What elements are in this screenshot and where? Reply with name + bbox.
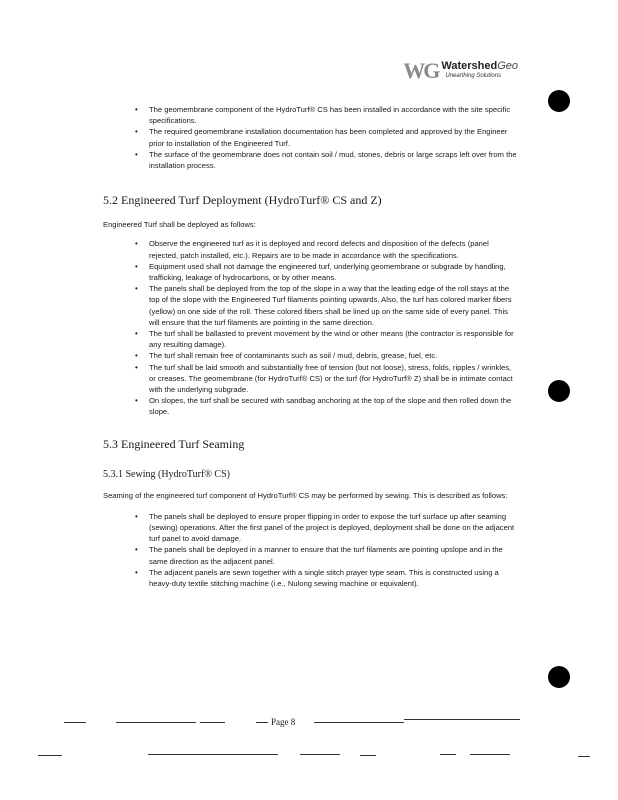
section-5-2-bullet-list	[130, 238, 518, 417]
footer-rule	[200, 722, 225, 723]
list-item: • The surface of the geomembrane does not contain soil / mud, stones, debris or large scraps left over from the installation process.	[130, 149, 518, 171]
logo-name-suffix: Geo	[497, 60, 518, 72]
punch-hole-middle	[548, 380, 570, 402]
footer-rule	[300, 754, 340, 755]
logo-tagline: Unearthing Solutions	[445, 73, 502, 79]
list-item: • The geomembrane component of the HydroTurf® CS has been installed in accordance with the site specific specifications.	[130, 104, 518, 126]
list-item: • The turf shall be ballasted to prevent movement by the wind or other means (the contractor is responsible for any resulting damage).	[130, 328, 518, 350]
footer-rule	[578, 756, 590, 757]
section-5-3-heading: 5.3 Engineered Turf Seaming	[103, 436, 245, 451]
logo-name	[441, 60, 518, 72]
footer-rule	[440, 754, 456, 755]
page-number: Page 8	[271, 717, 296, 727]
list-item: • The panels shall be deployed from the top of the slope in a way that the leading edge of the roll stays at the top of the slope with the Engineered Turf filaments pointing upwards. Also, the turf has colored marker fibers (yellow) on one side of the roll. These colored fibers shall be lined up on the same side of every panel. This will ensure that the turf filaments are pointing in the same direction.	[130, 283, 518, 328]
logo-name-main: Watershed	[441, 60, 498, 72]
list-item: • The panels shall be deployed in a manner to ensure that the turf filaments are pointing upslope and in the same direction as the adjacent panel.	[130, 544, 518, 566]
footer-rule	[64, 722, 86, 723]
footer-rule	[360, 755, 376, 756]
section-5-3-1-heading: 5.3.1 Sewing (HydroTurf® CS)	[103, 468, 230, 480]
section-5-3-1-intro: Seaming of the engineered turf component of HydroTurf® CS may be performed by sewing. This is described as follows:	[103, 490, 508, 500]
list-item: • On slopes, the turf shall be secured with sandbag anchoring at the top of the slope and then rolled down the slope.	[130, 395, 518, 417]
section-5-2-heading: 5.2 Engineered Turf Deployment (HydroTurf® CS and Z)	[103, 193, 382, 208]
company-logo	[403, 60, 518, 82]
list-item: • The required geomembrane installation documentation has been completed and approved by the Engineer prior to installation of the Engineered Turf.	[130, 126, 518, 148]
footer-rule	[38, 755, 62, 756]
footer-rule	[256, 722, 268, 723]
list-item: • The adjacent panels are sewn together with a single stitch prayer type seam. This is constructed using a heavy-duty textile stitching machine (i.e., Nulong sewing machine or equivalent).	[130, 567, 518, 589]
section-5-2-intro: Engineered Turf shall be deployed as follows:	[103, 220, 256, 230]
top-bullet-list	[130, 104, 518, 171]
section-5-3-1-bullet-list	[130, 511, 518, 589]
footer-rule	[116, 722, 196, 723]
document-body	[103, 104, 518, 589]
list-item: • The turf shall be laid smooth and substantially free of tension (but not loose), stress, folds, ripples / wrinkles, or creases. The geomembrane (for HydroTurf® CS) or the turf (for HydroTurf® Z) shall be in intimate contact with the underlying subgrade.	[130, 362, 518, 396]
footer-rule	[470, 754, 510, 755]
footer-rule	[148, 754, 278, 755]
punch-hole-bottom	[548, 666, 570, 688]
list-item: • The panels shall be deployed to ensure proper flipping in order to expose the turf surface up after seaming (sewing) operations. After the first panel of the project is deployed, deployment shall be done on the adjacent turf panel to avoid damage.	[130, 511, 518, 545]
footer-rule	[404, 719, 520, 720]
footer-rule	[314, 722, 404, 723]
logo-mark: WG	[403, 58, 439, 83]
punch-hole-top	[548, 90, 570, 112]
list-item: • Observe the engineered turf as it is deployed and record defects and disposition of the defects (panel rejected, patch installed, etc.). Repairs are to be made in accordance with the specifications.	[130, 238, 518, 260]
list-item: • The turf shall remain free of contaminants such as soil / mud, debris, grease, fuel, etc.	[130, 350, 518, 361]
list-item: • Equipment used shall not damage the engineered turf, underlying geomembrane or subgrade by handling, trafficking, leakage of hydrocarbons, or by other means.	[130, 261, 518, 283]
